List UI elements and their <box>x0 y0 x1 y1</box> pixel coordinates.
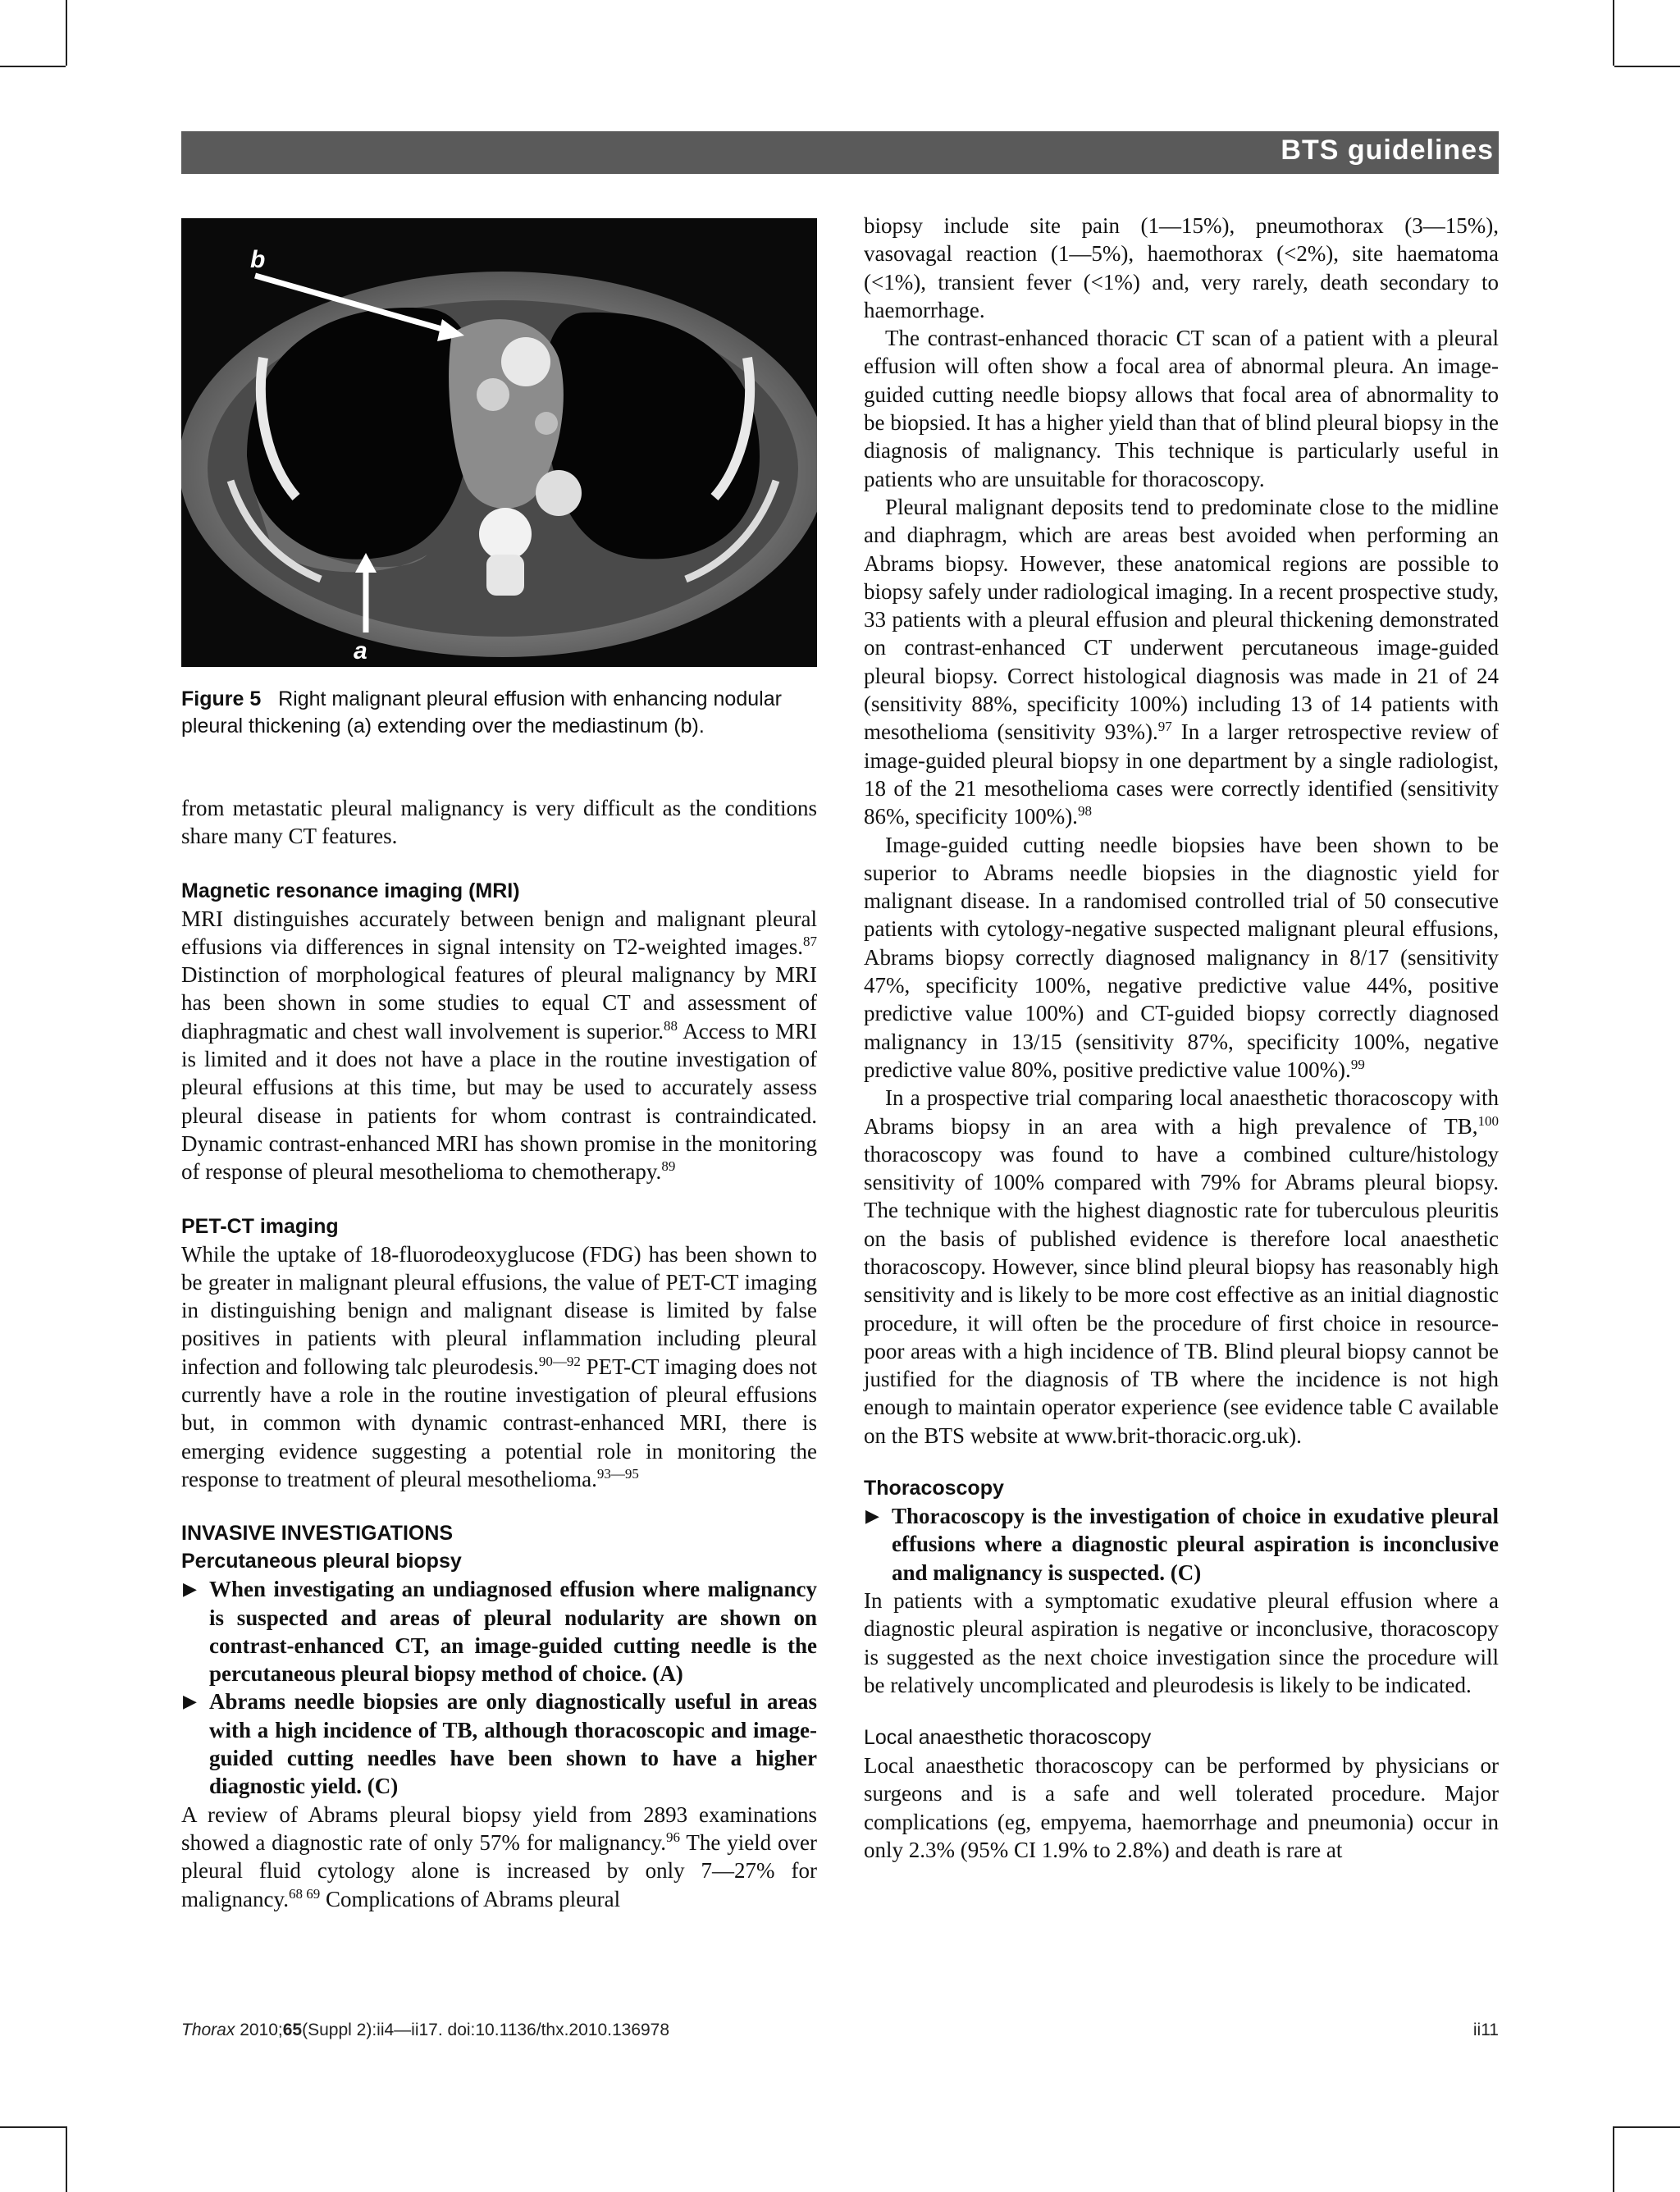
footer-journal: Thorax <box>181 2021 235 2039</box>
reference-99: 99 <box>1350 1056 1365 1072</box>
reference-89: 89 <box>661 1158 676 1175</box>
recommendation-1-text: When investigating an undiagnosed effusion where malignancy is suspected and areas of pleural nodularity are shown on contrast-enhanced CT, an image-guided cutting needle is the percutaneous pleural biopsy method of choice. (A) <box>209 1577 817 1687</box>
right-column <box>864 212 1499 1864</box>
ct-scan-figure <box>181 218 817 667</box>
crop-mark <box>1614 2126 1680 2128</box>
paragraph-thoracoscopy: In patients with a symptomatic exudative pleural effusion where a diagnostic pleural aspiration is negative or inconclusive, thoracoscopy is suggested as the next choice investigation since the procedure will be relatively uncomplicated and pleurodesis is likely to be indicated. <box>864 1587 1499 1697</box>
heading-local-anaesthetic-thoracoscopy: Local anaesthetic thoracoscopy <box>864 1726 1152 1750</box>
mri-text-2: Distinction of morphological features of pleural malignancy by MRI has been shown in some studies to equal CT and assessment of diaphragmatic and chest wall involvement is superior. <box>181 962 817 1043</box>
footer-citation <box>181 2021 669 2040</box>
tb-text-1: In a prospective trial comparing local anaesthetic thoracoscopy with Abrams biopsy in an area with a high prevalence of TB, <box>864 1085 1499 1139</box>
left-column <box>181 794 817 1913</box>
footer-doi: (Suppl 2):ii4—ii17. doi:10.1136/thx.2010.136978 <box>302 2021 670 2039</box>
reference-100: 100 <box>1477 1112 1499 1129</box>
image-guided-text: Image-guided cutting needle biopsies have been shown to be superior to Abrams needle biopsies in the diagnostic yield for malignant disease. In a randomised controlled trial of 50 consecutive patients with cytology-negative suspected malignant pleural effusions, Abrams biopsy correctly diagnosed malignancy in 8/17 (sensitivity 47%, specificity 100%, negative predictive value 44%, positive predictive value 100%) and CT-guided biopsy correctly diagnosed malignancy in 13/15 (sensitivity 87%, specificity 100%, negative predictive value 80%, positive predictive value 100%). <box>864 832 1499 1082</box>
crop-mark <box>0 2126 66 2128</box>
paragraph-pet-ct <box>181 1240 817 1494</box>
recommendation-1 <box>181 1575 817 1687</box>
reference-98: 98 <box>1077 803 1092 820</box>
reference-97: 97 <box>1157 719 1172 735</box>
arrow-label-a: a <box>354 637 368 664</box>
bullet-arrow-icon: ▶ <box>183 1578 197 1600</box>
ct-scan-image <box>181 218 817 667</box>
figure-caption-text: Right malignant pleural effusion with enhancing nodular pleural thickening (a) extending over the mediastinum (b). <box>181 687 782 738</box>
abrams-text-3: Complications of Abrams pleural <box>320 1886 621 1911</box>
deposits-text-2: In a larger retrospective review of image-guided pleural biopsy in one department by a single radiologist, 18 of the 21 mesothelioma cases were correctly identified (sensitivity 86%, specificity 100%). <box>864 719 1499 829</box>
arrow-label-b: b <box>250 246 266 273</box>
reference-68-69: 68 69 <box>288 1885 321 1902</box>
figure-caption <box>181 686 817 740</box>
pet-text-1: While the uptake of 18-fluorodeoxyglucose (FDG) has been shown to be greater in malignant pleural effusions, the value of PET-CT imaging in distinguishing benign and malignant disease is limited by false positives in patients with pleural inflammation including pleural infection and following talc pleurodesis. <box>181 1241 817 1379</box>
bullet-arrow-icon: ▶ <box>183 1691 197 1712</box>
heading-percutaneous-biopsy: Percutaneous pleural biopsy <box>181 1550 462 1573</box>
crop-mark <box>1613 2126 1614 2192</box>
section-title: BTS guidelines <box>1281 135 1494 166</box>
heading-invasive-investigations: INVASIVE INVESTIGATIONS <box>181 1522 454 1546</box>
pet-text-2: PET-CT imaging does not currently have a role in the routine investigation of pleural effusions but, in common with dynamic contrast-enhanced MRI, there is emerging evidence suggesting a potential role in monitoring the response to treatment of pleural mesothelioma. <box>181 1354 817 1491</box>
reference-96: 96 <box>666 1829 681 1845</box>
reference-87: 87 <box>803 933 817 949</box>
heading-thoracoscopy: Thoracoscopy <box>864 1477 1004 1500</box>
recommendation-2-text: Abrams needle biopsies are only diagnostically useful in areas with a high incidence of TB, although thoracoscopic and image-guided cutting needles have been shown to have a higher diagnostic yield. (C) <box>209 1689 817 1799</box>
crop-mark <box>66 2126 67 2192</box>
abrams-text-1: A review of Abrams pleural biopsy yield from 2893 examinations showed a diagnostic rate of only 57% for malignancy. <box>181 1802 817 1855</box>
paragraph-abrams <box>181 1801 817 1913</box>
mri-text-1: MRI distinguishes accurately between benign and malignant pleural effusions via differences in signal intensity on T2-weighted images. <box>181 906 817 959</box>
deposits-text-1: Pleural malignant deposits tend to predominate close to the midline and diaphragm, which are areas best avoided when performing an Abrams biopsy. However, these anatomical regions are possible to biopsy safely under radiological imaging. In a recent prospective study, 33 patients with a pleural effusion and pleural thickening demonstrated on contrast-enhanced CT underwent percutaneous image-guided pleural biopsy. Correct histological diagnosis was made in 21 of 24 (sensitivity 88%, specificity 100%) including 13 of 14 patients with mesothelioma (sensitivity 93%). <box>864 494 1499 745</box>
paragraph-complications: biopsy include site pain (1—15%), pneumothorax (3—15%), vasovagal reaction (1—5%), haemothorax (<2%), site haematoma (<1%), transient fever (<1%) and, very rarely, death secondary to haemorrhage. <box>864 213 1499 322</box>
mri-text-3: Access to MRI is limited and it does not have a place in the routine investigation of pleural effusions at this time, but may be used to accurately assess pleural disease in patients for whom contrast is contraindicated. Dynamic contrast-enhanced MRI has shown promise in the monitoring of response of pleural mesothelioma to chemotherapy. <box>181 1018 817 1185</box>
heading-mri: Magnetic resonance imaging (MRI) <box>181 879 520 902</box>
footer-year: 2010; <box>235 2021 283 2039</box>
paragraph-local-anaesthetic: Local anaesthetic thoracoscopy can be performed by physicians or surgeons and is a safe and well tolerated procedure. Major complications (eg, empyema, haemorrhage and pneumonia) occur in only 2.3% (95% CI 1.9% to 2.8%) and death is rare at <box>864 1753 1499 1863</box>
paragraph-mri <box>181 905 817 1186</box>
reference-90-92: 90—92 <box>538 1353 581 1369</box>
crop-mark <box>1614 66 1680 67</box>
paragraph-intro: from metastatic pleural malignancy is very difficult as the conditions share many CT features. <box>181 796 817 849</box>
crop-mark <box>0 66 66 67</box>
reference-88: 88 <box>664 1017 678 1034</box>
tb-text-2: thoracoscopy was found to have a combined culture/histology sensitivity of 100% compared with 79% for Abrams pleural biopsy. The technique with the highest diagnostic rate for tuberculous pleuritis on the basis of published evidence is therefore local anaesthetic thoracoscopy. However, since blind pleural biopsy has reasonably high sensitivity and is likely to be more cost effective as an initial diagnostic procedure, it will often be the procedure of first choice in resource-poor areas with a high incidence of TB. Blind pleural biopsy cannot be justified for the diagnosis of TB where the incidence is not high enough to maintain operator experience (see evidence table C available on the BTS website at www.brit-thoracic.org.uk). <box>864 1141 1499 1448</box>
reference-93-95: 93—95 <box>596 1465 639 1482</box>
running-header <box>181 131 1499 174</box>
figure-caption-label: Figure 5 <box>181 687 262 710</box>
abrams-text-2: The yield over pleural fluid cytology alone is increased by only 7—27% for malignancy. <box>181 1829 817 1911</box>
paragraph-tb <box>864 1084 1499 1450</box>
paragraph-deposits <box>864 493 1499 831</box>
heading-pet-ct: PET-CT imaging <box>181 1214 339 1238</box>
crop-mark <box>1613 0 1614 66</box>
footer-volume: 65 <box>282 2021 303 2039</box>
recommendation-3 <box>864 1502 1499 1587</box>
paragraph-ct-biopsy: The contrast-enhanced thoracic CT scan of a patient with a pleural effusion will often show a focal area of abnormal pleura. An image-guided cutting needle biopsy allows that focal area of abnormality to be biopsied. It has a higher yield than that of blind pleural biopsy in the diagnosis of malignancy. This technique is particularly useful in patients who are unsuitable for thoracoscopy. <box>864 326 1499 491</box>
recommendation-3-text: Thoracoscopy is the investigation of choice in exudative pleural effusions where a diagnostic pleural aspiration is inconclusive and malignancy is suspected. (C) <box>892 1504 1499 1585</box>
crop-mark <box>66 0 67 66</box>
page-number: ii11 <box>1472 2021 1499 2039</box>
paragraph-image-guided <box>864 831 1499 1085</box>
recommendation-2 <box>181 1687 817 1800</box>
bullet-arrow-icon: ▶ <box>865 1505 879 1527</box>
